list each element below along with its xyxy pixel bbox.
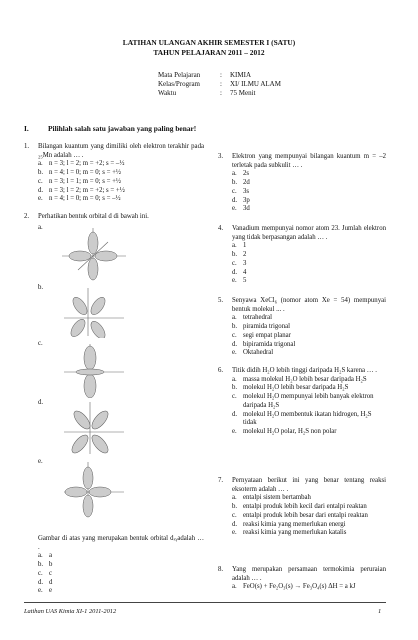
footer-divider: [24, 602, 386, 603]
orbital-figure-a: [58, 226, 128, 282]
orbital-figure-d: [58, 400, 128, 456]
footer-text: Latihan UAS Kimia XI-1 2011-2012: [24, 608, 117, 615]
question-8: 8. Yang merupakan persamaan termokimia peruraian adalah … . a. FeO(s) + Fe₂O₃(s) → Fe₃O₄(s) ΔH = a kJ: [218, 566, 386, 591]
question-7: 7. Pernyataan berikut ini yang benar tentang reaksi eksoterm adalah … . a. entalpi sistem bertambah b. entalpi produk lebih kecil dari entalpi reaktan c. entalpi produk lebih besar dari entalpi reaktan d. reaksi kimia yang memerlukan energi e. reaksi kimia yang memerlukan katalis: [218, 477, 386, 537]
option: e. n = 4; l = 0; m = 0; s = –½: [38, 195, 121, 203]
meta-row: Waktu : 75 Menit: [158, 89, 256, 97]
figure-label: a.: [38, 224, 43, 231]
question-2: 2. Perhatikan bentuk orbital d di bawah ini.: [24, 213, 149, 220]
orbital-figure-e: [58, 460, 128, 518]
figure-label: b.: [38, 284, 44, 291]
orbital-figure-b: [58, 286, 128, 338]
meta-row: Kelas/Program : XI/ ILMU ALAM: [158, 80, 281, 88]
doc-title: LATIHAN ULANGAN AKHIR SEMESTER I (SATU): [122, 38, 296, 47]
question-4: 4. Vanadium mempunyai nomor atom 23. Jumlah elektron yang tidak berpasangan adalah … . a. 1 b. 2 c. 3 d. 4 e. 5: [218, 225, 386, 285]
page-number: 1: [378, 608, 382, 615]
section-heading: I. Pilihlah salah satu jawaban yang paling benar!: [24, 124, 197, 133]
orbital-figure-c: [58, 342, 128, 398]
option: c. n = 3; l = 1; m = 0; s = +½: [38, 177, 122, 185]
question-3: 3. Elektron yang mempunyai bilangan kuantum m = –2 terletak pada subkulit … . a. 2s b. 2d c. 3s d. 3p e. 3d: [218, 153, 386, 213]
option: d. n = 3; l = 2; m = +2; s = +½: [38, 186, 125, 194]
question-5: 5. Senyawa XeCl₆ (nomor atom Xe = 54) mempunyai bentuk molekul ... . a. tetrahedral b. piramida trigonal c. segi empat planar d. bipiramida trigonal e. Oktahedral: [218, 297, 386, 357]
option: b. n = 4; l = 0; m = 0; s = +½: [38, 169, 122, 177]
figure-label: d.: [38, 399, 44, 406]
figure-label: c.: [38, 340, 43, 347]
question-6: 6. Titik didih H₂O lebih tinggi daripada H₂S karena … . a. massa molekul H₂O lebih besar daripada H₂S b. molekul H₂O lebih besar daripada H₂S c. molekul H₂O mempunyai lebih banyak elektron daripada H₂S d. molekul H₂O membentuk ikatan hidrogen, H₂S tidak e. molekul H₂O polar, H₂S non polar: [218, 367, 377, 435]
question-1: 1. Bilangan kuantum yang dimiliki oleh elektron terakhir pada ₂₅Mn adalah … . a. n = 3; l = 2; m = +2; s = –½ b. n = 4; l = 0; m = 0; s = +½ c. n = 3; l = 1; m = 0; s = +½ d. n = 3; l = 2; m = +2; s = +½ e. n = 4; l = 0; m = 0; s = –½: [24, 143, 204, 203]
option: a. n = 3; l = 2; m = +2; s = –½: [38, 160, 125, 168]
meta-row: Mata Pelajaran : KIMIA: [158, 71, 251, 79]
figure-label: e.: [38, 458, 43, 465]
question-2-continuation: Gambar di atas yang merupakan bentuk orbital dₓᵧadalah … . a. a b. b c. c d. d e. e: [38, 535, 204, 595]
doc-subtitle: TAHUN PELAJARAN 2011 – 2012: [153, 48, 265, 57]
